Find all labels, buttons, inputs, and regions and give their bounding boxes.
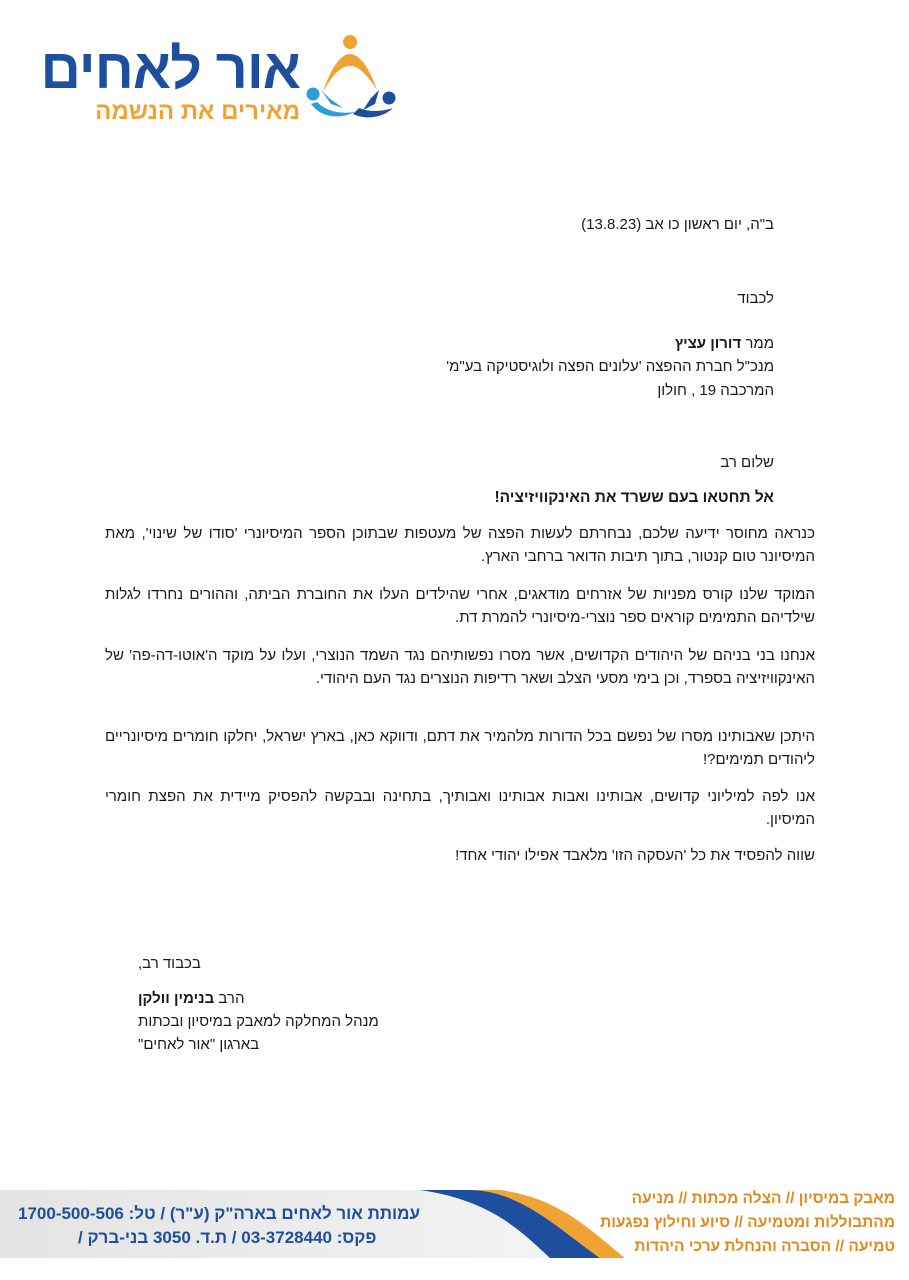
- signer-line: [138, 988, 244, 1010]
- signer-prefix: הרב: [214, 990, 245, 1007]
- closing-statement: שווה להפסיד את כל 'העסקה הזו' מלאבד אפילו יהודי אחד!: [455, 847, 815, 864]
- salutation-label: לכבוד: [737, 290, 774, 307]
- organization-logo: [38, 32, 398, 127]
- logo-slogan: מאירים את הנשמה: [95, 98, 300, 125]
- letter-headline: אל תחטאו בעם ששרד את האינקוויזיציה!: [494, 489, 774, 506]
- recipient-line: [675, 333, 774, 355]
- logo-people-icon: [303, 32, 398, 122]
- footer-organization-phone: עמותת אור לאחים בארה"ק (ע"ר) / טל: 1700-500-506: [18, 1204, 421, 1223]
- recipient-title: מנכ"ל חברת ההפצה 'עלונים הפצה ולוגיסטיקה בע"מ': [446, 358, 774, 375]
- footer-activities-line-1: מאבק במיסיון // הצלה מכתות // מניעה: [631, 1190, 895, 1207]
- footer-fax-address: פקס: 03-3728440 / ת.ד. 3050 בני-ברק /: [78, 1228, 377, 1247]
- signer-title: מנהל המחלקה למאבק במיסיון ובכתות: [138, 1013, 379, 1030]
- sign-off: בכבוד רב,: [138, 955, 201, 972]
- letter-date: ב"ה, יום ראשון כו אב (13.8.23): [581, 216, 774, 233]
- logo-title: אור לאחים: [40, 37, 300, 100]
- body-paragraph-1: כנראה מחוסר ידיעה שלכם, נבחרתם לעשות הפצה של מעטפות שבתוכן הספר המיסיונרי 'סודו של שינוי', מאת המיסיונר טום קנטור, בתוך תיבות הדואר ברחבי הארץ.: [105, 525, 815, 565]
- body-paragraph-2: המוקד שלנו קורס מפניות של אזרחים מודאגים, אחרי שהילדים העלו את החוברת הביתה, וההורים נחרדו לגלות שילדיהם התמימים קוראים ספר נוצרי-מיסיונרי להמרת דת.: [105, 586, 815, 626]
- body-paragraph-5: אנו לפה למיליוני קדושים, אבותינו ואבות אבותינו ואבותיך, בתחינה ובבקשה להפסיק מיידית את הפצת חומרי המיסיון.: [105, 788, 815, 828]
- footer-activities-line-3: טמיעה // הסברה והנחלת ערכי היהדות: [634, 1238, 895, 1255]
- recipient-name: דורון עציץ: [674, 335, 742, 352]
- letterhead-footer: [0, 1168, 909, 1280]
- signer-name: בנימין וולקן: [138, 990, 215, 1007]
- greeting: שלום רב: [720, 454, 774, 471]
- footer-activities-line-2: מהתבוללות ומטמיעה // סיוע וחילוץ נפגעות: [600, 1214, 895, 1231]
- recipient-address: המרכבה 19 , חולון: [657, 382, 774, 399]
- signer-organization: בארגון "אור לאחים": [138, 1036, 260, 1053]
- body-paragraph-4: היתכן שאבותינו מסרו של נפשם בכל הדורות מלהמיר את דתם, ודווקא כאן, בארץ ישראל, יחלקו חומרים מיסיונריים ליהודים תמימים?!: [105, 728, 815, 768]
- body-paragraph-3: אנחנו בני בניהם של היהודים הקדושים, אשר מסרו נפשותיהם נגד השמד הנוצרי, ועלו על מוקד ה'אוטו-דה-פה' של האינקוויזיציה בספרד, וכן בימי מסעי הצלב ושאר רדיפות הנוצרים נגד העם היהודי.: [105, 647, 815, 687]
- recipient-prefix: ממר: [741, 335, 774, 352]
